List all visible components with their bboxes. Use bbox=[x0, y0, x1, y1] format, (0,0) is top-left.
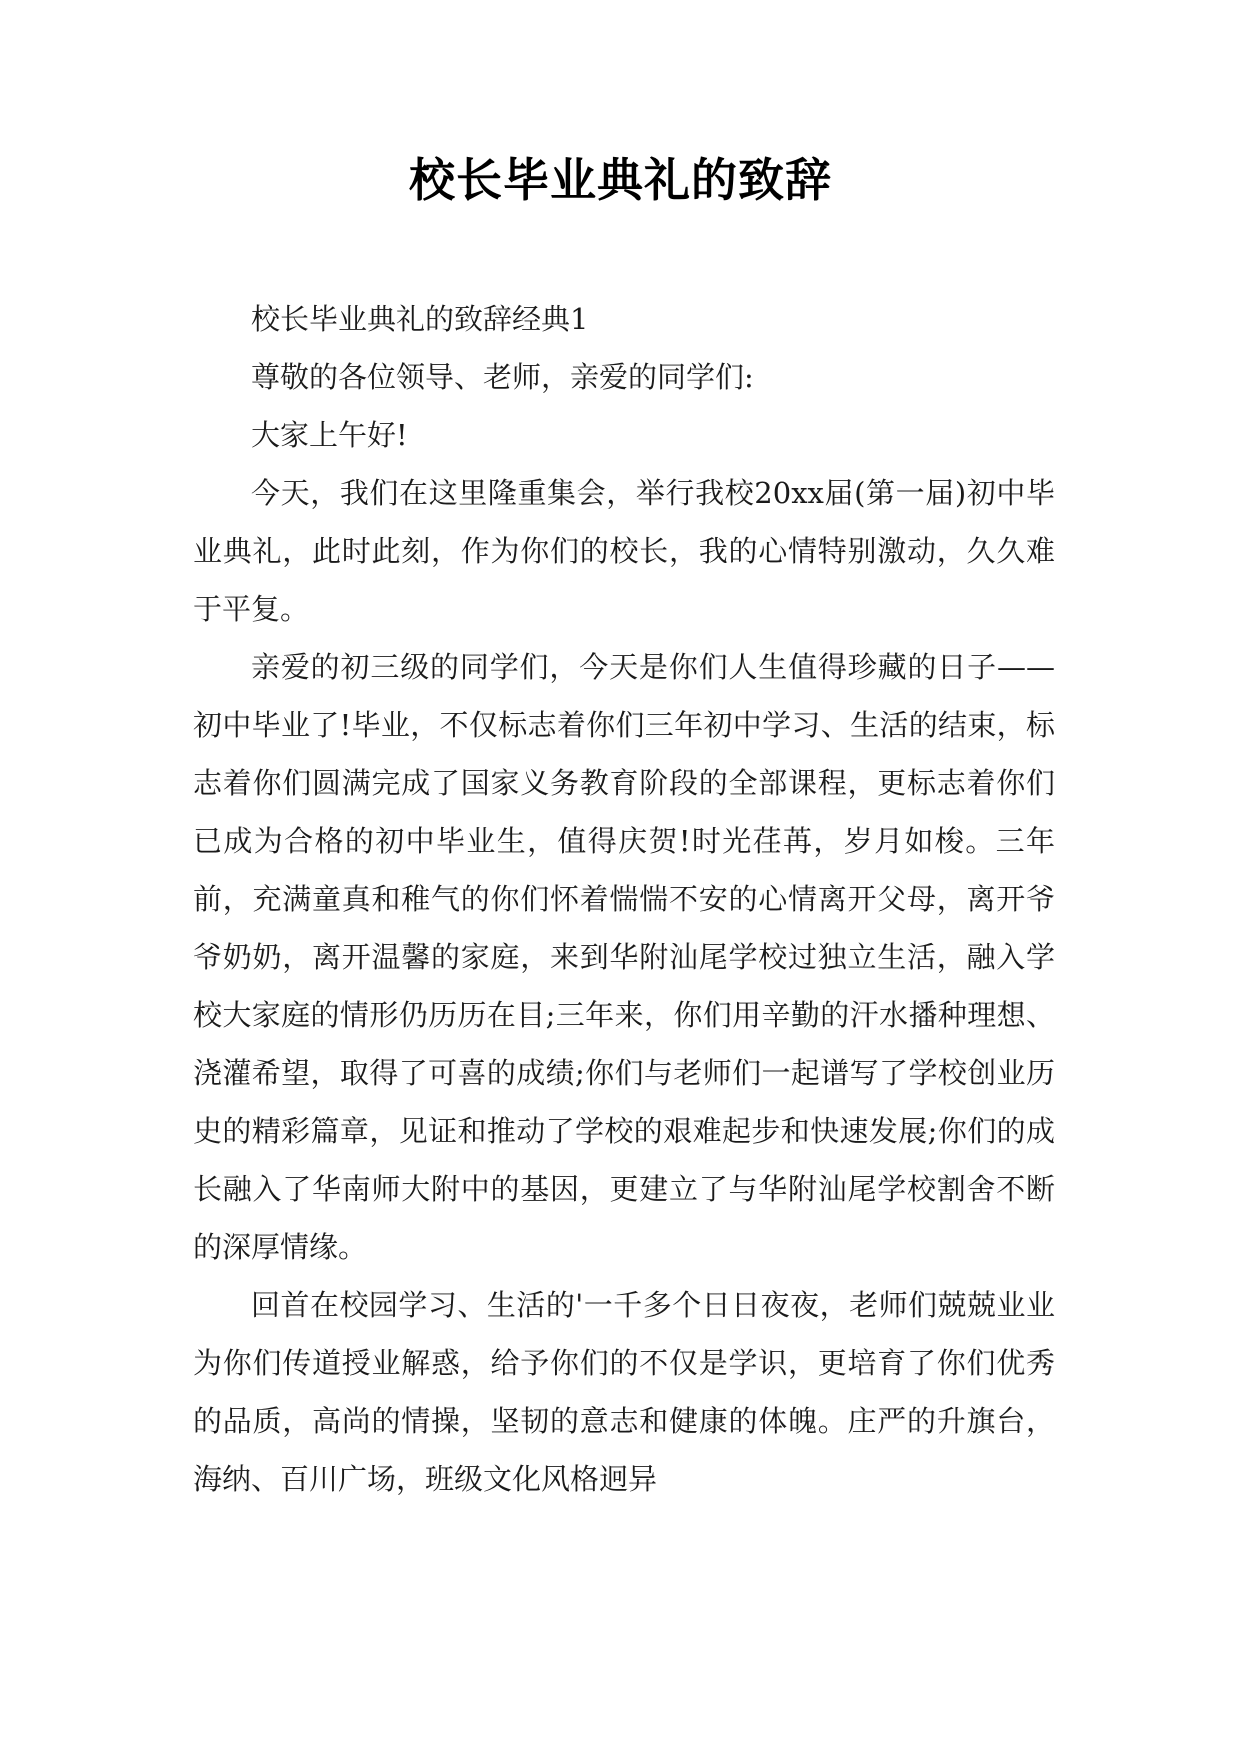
paragraph: 亲爱的初三级的同学们，今天是你们人生值得珍藏的日子——初中毕业了!毕业，不仅标志着你们三年初中学习、生活的结束，标志着你们圆满完成了国家义务教育阶段的全部课程，更标志着你们已成为合格的初中毕业生，值得庆贺!时光荏苒，岁月如梭。三年前，充满童真和稚气的你们怀着惴惴不安的心情离开父母，离开爷爷奶奶，离开温馨的家庭，来到华附汕尾学校过独立生活，融入学校大家庭的情形仍历历在目;三年来，你们用辛勤的汗水播种理想、浇灌希望，取得了可喜的成绩;你们与老师们一起谱写了学校创业历史的精彩篇章，见证和推动了学校的艰难起步和快速发展;你们的成长融入了华南师大附中的基因，更建立了与华附汕尾学校割舍不断的深厚情缘。 bbox=[193, 650, 1055, 1264]
paragraph: 今天，我们在这里隆重集会，举行我校20xx届(第一届)初中毕业典礼，此时此刻，作为你们的校长，我的心情特别激动，久久难于平复。 bbox=[193, 476, 1055, 626]
document-body bbox=[193, 290, 1055, 1508]
document-title: 校长毕业典礼的致辞 bbox=[409, 153, 832, 207]
paragraph-greeting: 大家上午好! bbox=[251, 418, 408, 452]
paragraph: 回首在校园学习、生活的'一千多个日日夜夜，老师们兢兢业业为你们传道授业解惑，给予你们的不仅是学识，更培育了你们优秀的品质，高尚的情操，坚韧的意志和健康的体魄。庄严的升旗台，海纳、百川广场，班级文化风格迥异 bbox=[193, 1288, 1055, 1496]
paragraph-salutation: 尊敬的各位领导、老师，亲爱的同学们: bbox=[251, 360, 754, 394]
paragraph-heading: 校长毕业典礼的致辞经典1 bbox=[251, 302, 589, 336]
